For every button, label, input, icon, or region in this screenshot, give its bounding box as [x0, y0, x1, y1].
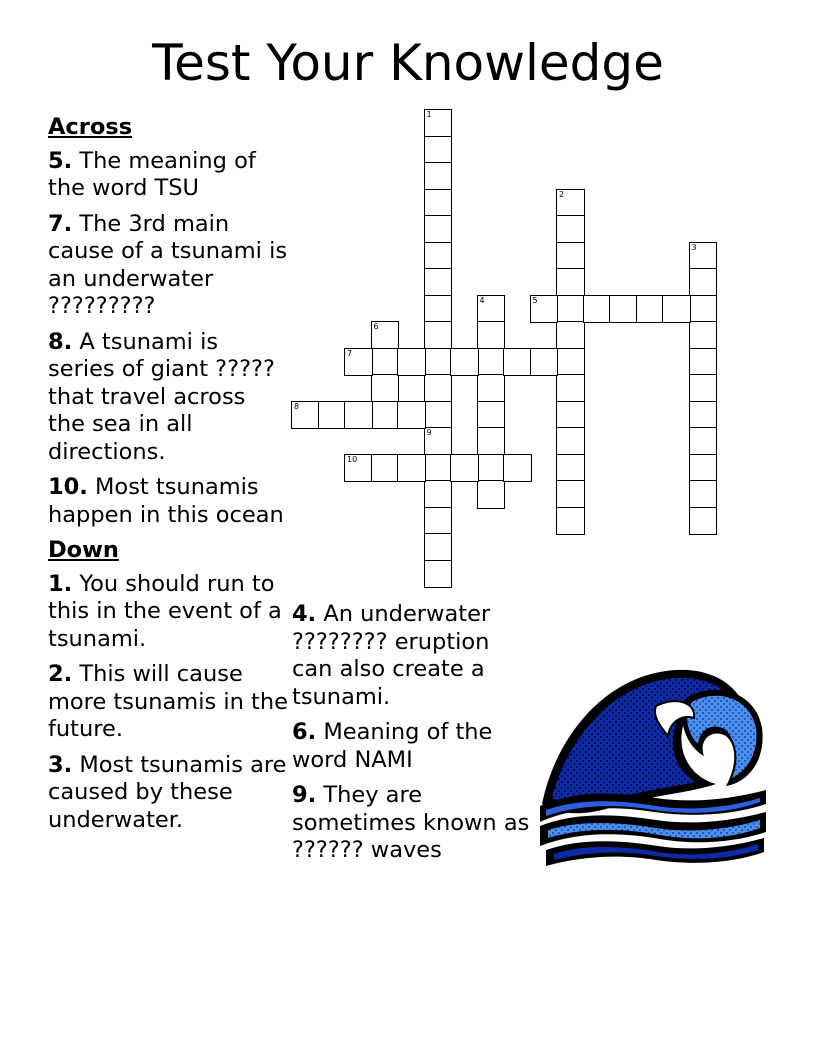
grid-cell[interactable] [424, 427, 453, 456]
grid-cell[interactable] [689, 507, 718, 536]
clue-number: 3. [48, 751, 73, 778]
grid-cell[interactable] [556, 374, 585, 403]
grid-cell[interactable] [662, 295, 691, 324]
clue-number: 6. [292, 719, 317, 745]
grid-cell[interactable] [689, 242, 718, 271]
grid-cell[interactable] [318, 401, 347, 430]
cell-number: 6 [373, 322, 379, 331]
grid-cell[interactable] [503, 454, 532, 483]
across-clue-5 [48, 148, 288, 203]
grid-cell[interactable] [371, 401, 400, 430]
clue-number: 7. [48, 210, 73, 237]
clues-column-right [292, 601, 532, 873]
grid-cell[interactable] [397, 348, 426, 377]
grid-cell[interactable] [424, 215, 453, 244]
grid-cell[interactable] [689, 321, 718, 350]
grid-cell[interactable] [371, 454, 400, 483]
grid-cell[interactable] [424, 295, 453, 324]
grid-cell[interactable] [556, 480, 585, 509]
grid-cell[interactable] [556, 242, 585, 271]
grid-cell[interactable] [556, 507, 585, 536]
grid-cell[interactable] [424, 268, 453, 297]
grid-cell[interactable] [556, 295, 585, 324]
grid-cell[interactable] [530, 295, 559, 324]
grid-cell[interactable] [397, 454, 426, 483]
grid-cell[interactable] [477, 401, 506, 430]
grid-cell[interactable] [556, 427, 585, 456]
grid-cell[interactable] [371, 348, 400, 377]
clues-column-left [48, 114, 288, 842]
cell-number: 7 [347, 348, 353, 358]
down-heading: Down [48, 537, 119, 563]
clue-number: 2. [48, 661, 73, 687]
down-clue-2 [48, 661, 288, 744]
grid-cell[interactable] [424, 242, 453, 271]
grid-cell[interactable] [344, 401, 373, 430]
clue-text: Meaning of the word NAMI [292, 719, 493, 773]
grid-cell[interactable] [344, 348, 373, 377]
clue-text: Most tsunamis are caused by these underwater. [48, 751, 287, 833]
grid-cell[interactable] [477, 348, 506, 377]
crossword-grid [291, 109, 717, 587]
grid-cell[interactable] [424, 189, 453, 218]
clue-number: 10. [48, 474, 88, 500]
grid-cell[interactable] [424, 136, 453, 165]
cell-number: 8 [294, 401, 300, 411]
grid-cell[interactable] [689, 348, 718, 377]
across-heading: Across [48, 114, 133, 140]
grid-cell[interactable] [530, 348, 559, 377]
grid-cell[interactable] [450, 454, 479, 483]
clue-text: The 3rd main cause of a tsunami is an underwater ????????? [48, 210, 288, 319]
grid-cell[interactable] [556, 348, 585, 377]
grid-cell[interactable] [424, 454, 453, 483]
cell-number: 10 [347, 454, 358, 464]
grid-cell[interactable] [689, 268, 718, 297]
grid-cell[interactable] [477, 480, 506, 509]
grid-cell[interactable] [477, 295, 506, 324]
across-clue-10 [48, 474, 288, 529]
grid-cell[interactable] [636, 295, 665, 324]
grid-cell[interactable] [450, 348, 479, 377]
clue-text: An underwater ???????? eruption can also create a tsunami. [292, 601, 491, 710]
grid-cell[interactable] [609, 295, 638, 324]
clue-text: You should run to this in the event of a tsunami. [48, 570, 282, 652]
grid-cell[interactable] [477, 454, 506, 483]
grid-cell[interactable] [556, 268, 585, 297]
grid-cell[interactable] [424, 533, 453, 562]
grid-cell[interactable] [689, 427, 718, 456]
down-clue-4 [292, 601, 532, 711]
cell-number: 5 [532, 295, 538, 305]
grid-cell[interactable] [424, 321, 453, 350]
across-clue-7 [48, 211, 288, 321]
clue-text: Most tsunamis happen in this ocean [48, 474, 284, 528]
grid-cell[interactable] [689, 401, 718, 430]
grid-cell[interactable] [424, 507, 453, 536]
grid-cell[interactable] [689, 480, 718, 509]
grid-cell[interactable] [371, 321, 400, 350]
grid-cell[interactable] [689, 454, 718, 483]
down-clue-6 [292, 719, 532, 774]
clue-text: A tsunami is series of giant ????? that travel across the sea in all directions. [48, 328, 275, 465]
ocean-wave-icon [536, 666, 768, 870]
grid-cell[interactable] [424, 162, 453, 191]
grid-cell[interactable] [583, 295, 612, 324]
grid-cell[interactable] [424, 348, 453, 377]
clue-text: This will cause more tsunamis in the future. [48, 661, 288, 742]
cell-number: 1 [426, 110, 432, 119]
down-clue-9 [292, 782, 532, 865]
grid-cell[interactable] [556, 401, 585, 430]
clue-text: The meaning of the word TSU [48, 147, 256, 201]
clue-text: They are sometimes known as ?????? waves [292, 782, 530, 863]
cell-number: 9 [426, 428, 432, 437]
grid-cell[interactable] [503, 348, 532, 377]
down-clue-1 [48, 571, 288, 654]
cell-number: 3 [691, 242, 697, 252]
grid-cell[interactable] [424, 109, 453, 138]
grid-cell[interactable] [397, 401, 426, 430]
clue-number: 1. [48, 570, 73, 597]
page-title: Test Your Knowledge [152, 34, 664, 92]
grid-cell[interactable] [556, 215, 585, 244]
grid-cell[interactable] [689, 295, 718, 324]
grid-cell[interactable] [424, 480, 453, 509]
grid-cell[interactable] [477, 321, 506, 350]
grid-cell[interactable] [556, 454, 585, 483]
clue-number: 8. [48, 328, 73, 355]
grid-cell[interactable] [424, 401, 453, 430]
clue-number: 9. [292, 782, 317, 808]
grid-cell[interactable] [477, 427, 506, 456]
grid-cell[interactable] [424, 374, 453, 403]
grid-cell[interactable] [477, 374, 506, 403]
cell-number: 2 [559, 189, 565, 199]
grid-cell[interactable] [689, 374, 718, 403]
grid-cell[interactable] [556, 189, 585, 218]
clue-number: 4. [292, 601, 317, 627]
clue-number: 5. [48, 147, 73, 174]
grid-cell[interactable] [556, 321, 585, 350]
grid-cell[interactable] [371, 374, 400, 403]
cell-number: 4 [479, 295, 485, 305]
across-clue-8 [48, 329, 288, 467]
grid-cell[interactable] [344, 454, 373, 483]
down-clue-3 [48, 752, 288, 835]
grid-cell[interactable] [291, 401, 320, 430]
grid-cell[interactable] [424, 560, 453, 589]
